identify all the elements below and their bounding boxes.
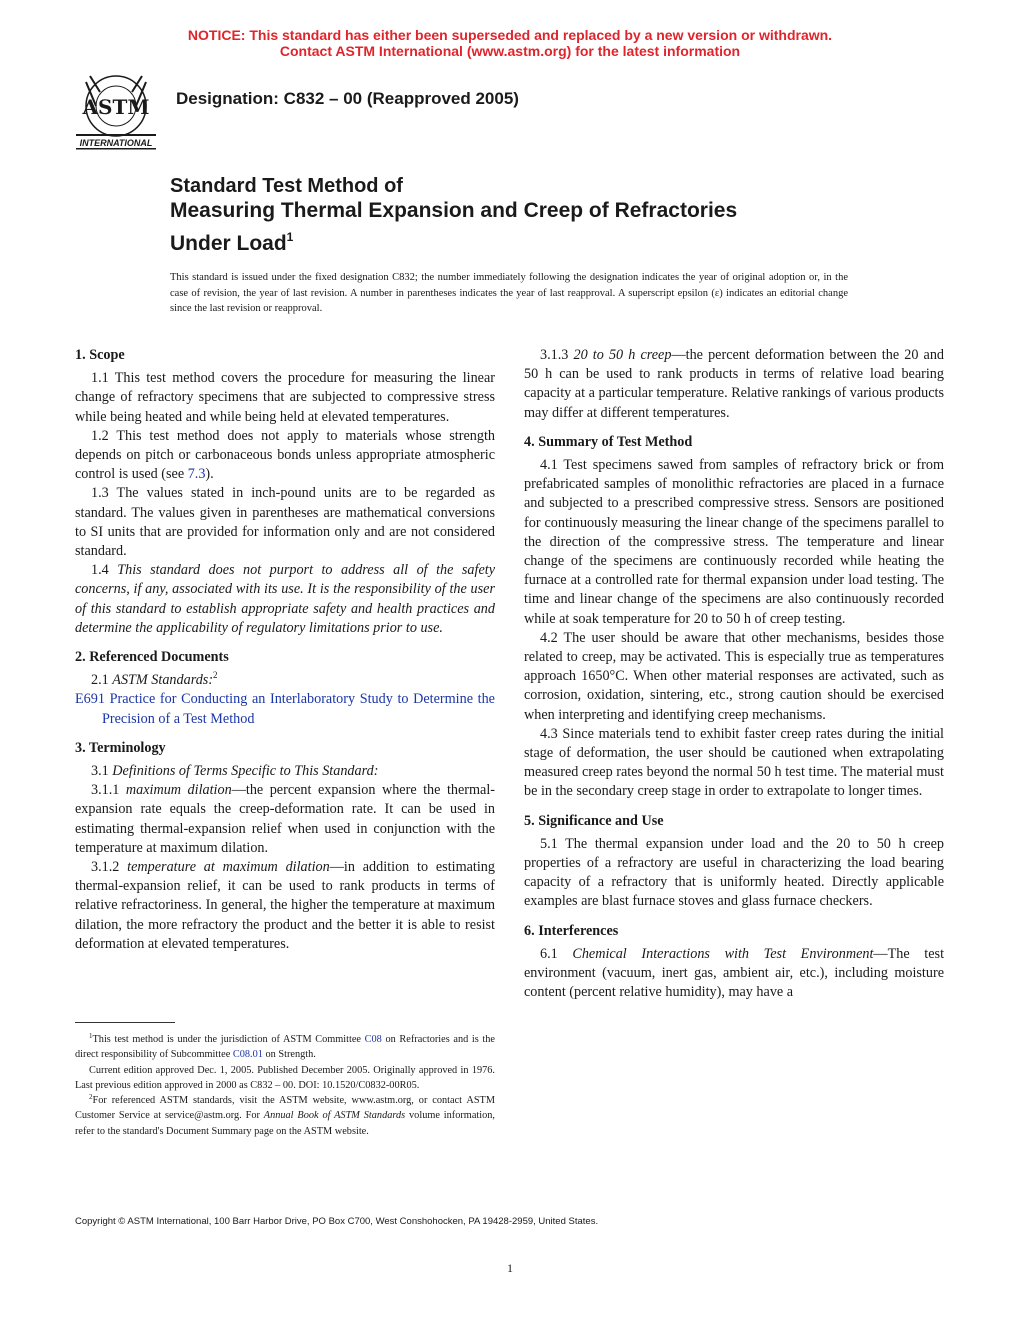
footnote-1-edition: Current edition approved Dec. 1, 2005. Published December 2005. Originally approved in 1976. Last previous edition approved in 2000 as C832 – 00. DOI: 10.1520/C0832-00R05.	[75, 1064, 495, 1091]
paragraph-3-1-2	[75, 858, 495, 954]
title-footnote-mark: 1	[286, 230, 294, 244]
section-link-7-3[interactable]: 7.3	[187, 466, 206, 483]
footnote-1	[75, 1032, 495, 1063]
notice-line-2: Contact ASTM International (www.astm.org) for the latest information	[279, 43, 741, 59]
term-20-to-50-h-creep: 20 to 50 h creep	[573, 347, 672, 363]
paragraph-3-1-1-num: 3.1.1	[91, 782, 126, 799]
paragraph-3-1-2-num: 3.1.2	[91, 859, 128, 876]
title-line-3	[170, 224, 890, 257]
title-line-3-text: Under Load	[170, 232, 287, 255]
paragraph-3-1-3-num: 3.1.3	[540, 347, 574, 363]
paragraph-1-2-end: ).	[205, 466, 214, 483]
title-line-2: Measuring Thermal Expansion and Creep of Refractories	[170, 199, 738, 222]
footnote-1-text-c: on Strength.	[262, 1049, 316, 1061]
footnote-1-text-b: on Refractories and is the direct responsibility of Subcommittee	[75, 1034, 495, 1061]
notice-line-1: NOTICE: This standard has either been superseded and replaced by a new version or withdrawn.	[187, 27, 833, 43]
committee-c08-link[interactable]: C08	[364, 1034, 382, 1045]
footnote-2	[75, 1093, 495, 1139]
term-chemical-interactions: Chemical Interactions with Test Environment	[572, 945, 874, 962]
paragraph-2-1-footnote-mark: 2	[213, 670, 218, 681]
paragraph-3-1-1-text: —the percent expansion where the thermal-expansion rate equals the creep-deformation rate. It can be used in estimating thermal-expansion relief when used in conjunction with the temperature at maximum dilation.	[75, 782, 496, 856]
section-heading-scope: 1. Scope	[75, 347, 125, 363]
paragraph-3-1-3	[524, 346, 944, 423]
section-heading-summary: 4. Summary of Test Method	[524, 433, 693, 450]
footnotes	[75, 1032, 495, 1139]
paragraph-4-1: 4.1 Test specimens sawed from samples of refractory brick or from prefabricated samples of monolithic refractories are placed in a furnace and subjected to a prescribed compressive stress. Sensors are positioned for continuously measuring the linear change of the specimens parallel to the direction of the compressive stress. The temperature and linear change of the specimens are continuously recorded while heating the furnace at a controlled rate for thermal expansion under load testing. The time and linear change of the specimens are also continuously recorded while at soak temperature for 20 to 50 h of creep testing.	[524, 457, 944, 627]
footnote-1-mark: 1	[89, 1032, 93, 1040]
paragraph-3-1-num: 3.1	[91, 763, 113, 780]
paragraph-3-1-2-text: —in addition to estimating thermal-expansion relief, it can be used to rank products in terms of relative refractoriness. In general, the higher the temperature at maximum dilation, the more refractory the product and the better it is able to resist deformation at elevated temperatures.	[75, 859, 495, 952]
copyright-line: Copyright © ASTM International, 100 Barr Harbor Drive, PO Box C700, West Conshohocken, PA 19428-2959, United States.	[75, 1216, 599, 1227]
footnote-2-text-b: volume information, refer to the standard's Document Summary page on the ASTM website.	[75, 1110, 495, 1137]
footnote-2-text-a: For referenced ASTM standards, visit the ASTM website, www.astm.org, or contact ASTM Customer Service at service@astm.org. For	[75, 1095, 495, 1122]
paragraph-1-3: 1.3 The values stated in inch-pound units are to be regarded as standard. The values given in parentheses are mathematical conversions to SI units that are provided for information only and are not considered standard.	[75, 485, 495, 560]
paragraph-6-1-text: —The test environment (vacuum, inert gas, ambient air, etc.), including moisture content (percent relative humidity), may have a	[524, 945, 945, 1001]
paragraph-3-1-text: Definitions of Terms Specific to This Standard:	[112, 763, 379, 780]
footnote-divider	[75, 1022, 175, 1023]
subcommittee-c08-01-link[interactable]: C08.01	[232, 1049, 263, 1061]
paragraph-3-1-1	[75, 781, 495, 858]
section-heading-terminology: 3. Terminology	[75, 739, 166, 756]
footnote-1-text-a: This test method is under the jurisdiction of ASTM Committee	[92, 1034, 365, 1045]
footnote-2-italic: Annual Book of ASTM Standards	[263, 1110, 406, 1122]
paragraph-1-1: 1.1 This test method covers the procedure for measuring the linear change of refractory specimens that are subjected to compressive stress while being heated and while being held at elevated temperatures.	[75, 370, 495, 425]
reference-e691-link[interactable]	[75, 690, 495, 728]
standard-issuance-note: This standard is issued under the fixed designation C832; the number immediately following the designation indicates the year of original adoption or, in the case of revision, the year of last revision. A number in parentheses indicates the year of last reapproval. A superscript epsilon (ε) indicates an editorial change since the last revision or reapproval.	[170, 272, 848, 314]
paragraph-1-2	[75, 427, 495, 485]
section-heading-significance: 5. Significance and Use	[524, 812, 664, 829]
paragraph-5-1: 5.1 The thermal expansion under load and the 20 to 50 h creep properties of a refractory are useful in characterizing the load bearing capacity of a refractory that is uniformly heated. Directly applicable examples are blast furnace stoves and glass furnace checkers.	[524, 835, 944, 910]
paragraph-2-1	[75, 671, 495, 690]
section-heading-interferences: 6. Interferences	[524, 922, 619, 939]
paragraph-1-4-text: This standard does not purport to address all of the safety concerns, if any, associated with its use. It is the responsibility of the user of this standard to establish appropriate safety and health practices and determine the applicability of regulatory limitations prior to use.	[75, 562, 495, 636]
page-number: 1	[507, 1261, 513, 1275]
paragraph-4-3: 4.3 Since materials tend to exhibit faster creep rates during the initial stage of deformation, the user should be cautioned when extrapolating measured creep rates beyond the normal 50 h test time. The material must be in the secondary creep stage in order to extrapolate to longer times.	[524, 725, 944, 800]
section-heading-referenced-documents: 2. Referenced Documents	[75, 649, 229, 666]
footnote-2-mark: 2	[89, 1093, 93, 1102]
paragraph-6-1	[524, 945, 944, 1003]
paragraph-1-4	[75, 561, 495, 638]
document-title	[170, 174, 890, 257]
reference-e691-title[interactable]: Practice for Conducting an Interlaboratory Study to Determine the Precision of a Test Method	[102, 691, 495, 727]
reference-e691-code[interactable]: E691	[75, 691, 105, 708]
astm-logo	[70, 72, 162, 152]
withdrawal-notice	[0, 27, 1020, 59]
paragraph-3-1-3-text: —the percent deformation between the 20 and 50 h can be used to rank products in terms of relative load bearing capacity at a particular temperature. Relative rankings of various products may differ at different temperatures.	[524, 347, 945, 421]
paragraph-1-2-text: 1.2 This test method does not apply to materials whose strength depends on pitch or carbonaceous bonds unless appropriate atmospheric control is used (see	[75, 427, 495, 483]
paragraph-6-1-num: 6.1	[540, 945, 573, 962]
logo-text: ASTM	[82, 95, 150, 119]
logo-subtext: INTERNATIONAL	[79, 138, 153, 148]
term-maximum-dilation: maximum dilation	[125, 782, 232, 799]
designation: Designation: C832 – 00 (Reapproved 2005)	[176, 89, 519, 108]
left-column	[75, 346, 495, 954]
term-temperature-at-maximum-dilation: temperature at maximum dilation	[127, 859, 330, 876]
paragraph-1-4-num: 1.4	[91, 562, 118, 579]
right-column	[524, 346, 944, 1003]
paragraph-4-2: 4.2 The user should be aware that other mechanisms, besides those related to creep, may be activated. This is especially true as temperatures approach 1650°C. When other material responses are activated, such as corrosion, oxidation, sintering, etc., strong caution should be exercised when interpreting and identifying creep mechanisms.	[524, 629, 944, 723]
paragraph-2-1-text: ASTM Standards:	[112, 672, 214, 689]
paragraph-3-1	[75, 762, 495, 781]
paragraph-2-1-num: 2.1	[91, 672, 113, 689]
title-line-1: Standard Test Method of	[170, 175, 403, 197]
